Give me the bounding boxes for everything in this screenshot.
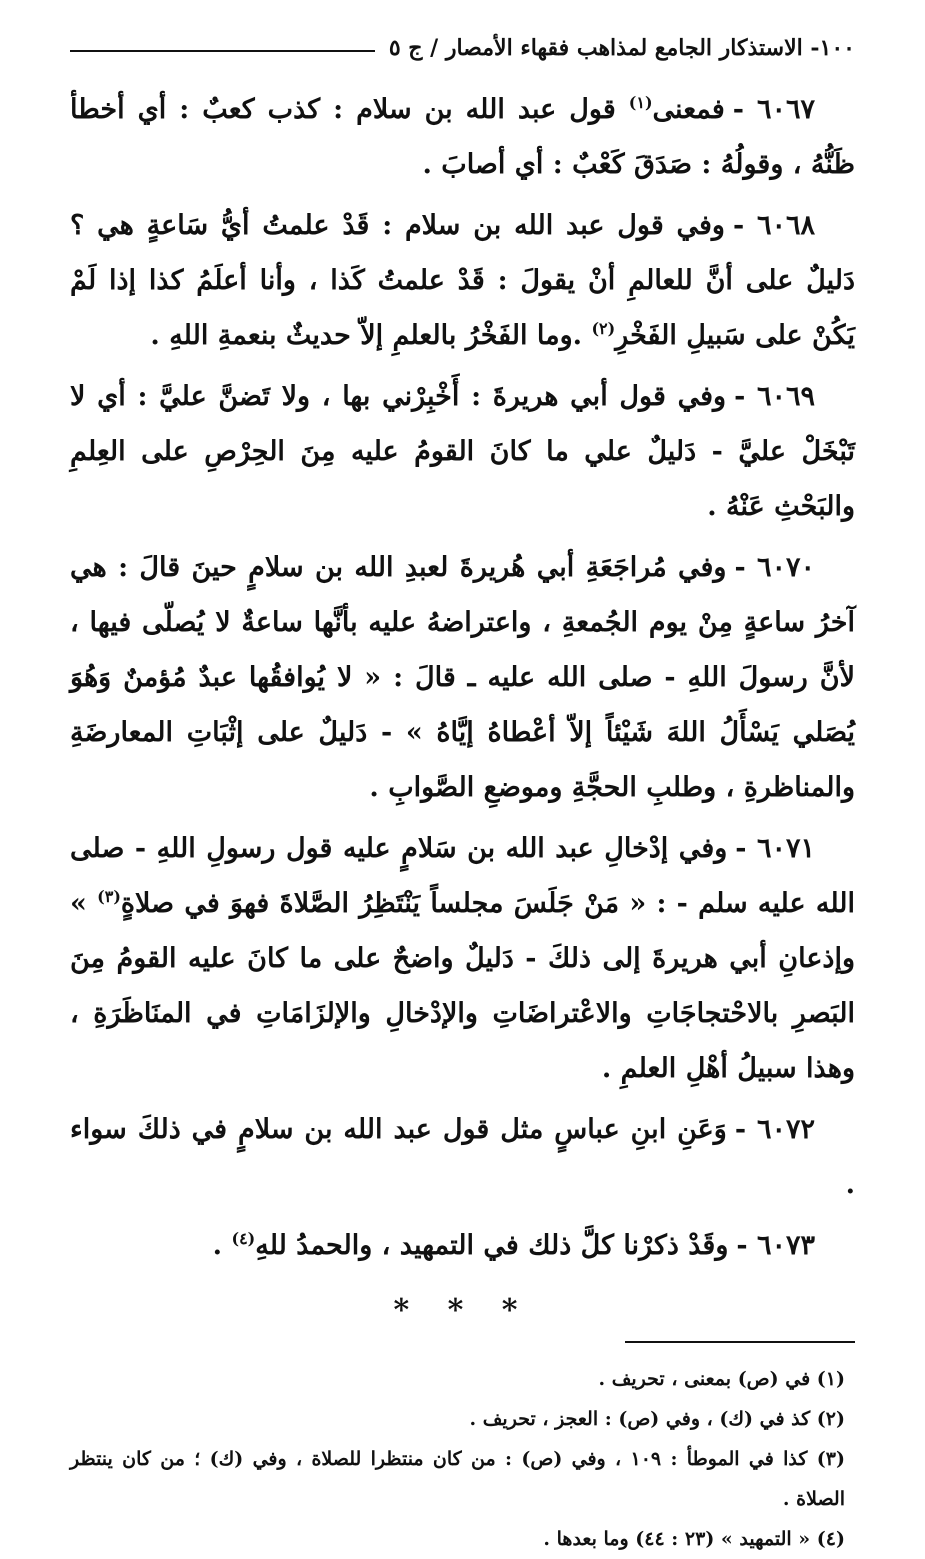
header-rule bbox=[70, 50, 375, 52]
footnote-ref-1: (١) bbox=[628, 93, 653, 112]
footnote-ref-3: (٣) bbox=[97, 887, 121, 906]
paragraph-number: ٦٠٦٨ - bbox=[732, 210, 816, 241]
footnote-4: (٤) « التمهيد » (٢٣ : ٤٤) وما بعدها . bbox=[543, 1528, 845, 1550]
body-text bbox=[70, 82, 855, 1273]
page bbox=[70, 28, 855, 1550]
paragraph-number: ٦٠٦٩ - bbox=[734, 381, 816, 412]
paragraph-6073 bbox=[70, 1218, 855, 1273]
paragraph-text: وفي قول عبد الله بن سلام : قَدْ علمتُ أيُّ سَاعةٍ هي ؟ دَليلٌ على أنَّ للعالمِ أنْ يقولَ : قَدْ علمتُ كَذا ، وأنا أعلَمُ كذا إذا لَمْ يَكُنْ على سَبيلِ الفَخْرِ bbox=[70, 210, 855, 351]
paragraph-text: وَعَنِ ابنِ عباسٍ مثل قول عبد الله بن سلامٍ في ذلكَ سواء . bbox=[70, 1114, 855, 1200]
running-header bbox=[70, 28, 855, 68]
paragraph-text-cont: . bbox=[212, 1230, 232, 1261]
paragraph-6072 bbox=[70, 1102, 855, 1212]
paragraph-text-cont: » وإذعانِ أبي هريرةَ إلى ذلكَ - دَليلٌ واضحٌ على ما كانَ عليه القومُ مِنَ البَصرِ بالاحْتجاجَاتِ والاعْتراضَاتِ والإدْخالِ والإلزَامَاتِ في المنَاظَرَةِ ، وهذا سبيلُ أهْلِ العلمِ . bbox=[70, 888, 855, 1084]
header-title: ١٠٠- الاستذكار الجامع لمذاهب فقهاء الأمصار / ج ٥ bbox=[388, 35, 855, 61]
paragraph-text: وفي مُراجَعَةِ أبي هُريرةَ لعبدِ الله بن سلامٍ حينَ قالَ : هي آخرُ ساعةٍ مِنْ يوم الجُمعةِ ، واعتراضهُ عليه بأنَّها ساعةٌ لا يُصلّى فيها ، لأنَّ رسولَ اللهِ - صلى الله عليه ـ قالَ : « لا يُوافقُها عبدٌ مُؤمنٌ وَهُوَ يُصَلي يَسْأَلُ اللهَ شَيْئاً إلاّ أعْطاهُ إيَّاهُ » - دَليلٌ على إثْبَاتِ المعارضَةِ والمناظرةِ ، وطلبِ الحجَّةِ وموضعِ الصَّوابِ . bbox=[70, 552, 855, 803]
footnote-ref-2: (٢) bbox=[591, 319, 616, 338]
paragraph-text-cont: .وما الفَخْرُ بالعلمِ إلاّ حديثٌ بنعمةِ اللهِ . bbox=[150, 320, 592, 351]
paragraph-text: وفي قول أبي هريرةَ : أَخْبِرْني بها ، ولا تَضنَّ عليَّ : أي لا تَبْخَلْ عليَّ - دَليلٌ علي ما كانَ القومُ عليه مِنَ الحِرْصِ على العِلمِ والبَحْثِ عَنْهُ . bbox=[70, 381, 855, 522]
paragraph-number: ٦٠٧٢ - bbox=[734, 1114, 816, 1145]
paragraph-6068 bbox=[70, 198, 855, 363]
paragraph-number: ٦٠٦٧ - bbox=[732, 94, 815, 125]
paragraph-6067 bbox=[70, 82, 855, 192]
paragraph-6070 bbox=[70, 540, 855, 815]
footnote-rule bbox=[625, 1341, 855, 1343]
paragraph-number: ٦٠٧١ - bbox=[735, 833, 815, 864]
footnote-ref-4: (٤) bbox=[231, 1229, 256, 1248]
section-separator: * * * bbox=[393, 1293, 532, 1328]
paragraph-text: فمعنى bbox=[652, 94, 725, 125]
paragraph-6069 bbox=[70, 369, 855, 534]
paragraph-text: وفي إدْخالِ عبد الله بن سَلامٍ عليه قول رسولِ اللهِ - صلى الله عليه سلم - : « مَنْ جَلَسَ مجلساً يَنْتَظِرُ الصَّلاةَ فهوَ في صلاةٍ bbox=[70, 833, 855, 919]
footnote-3: (٣) كذا في الموطأ : ١٠٩ ، وفي (ص) : من كان منتظرا للصلاة ، وفي (ك) ؛ من كان ينتظر الصلاة . bbox=[70, 1448, 845, 1510]
footnote-1: (١) في (ص) بمعنى ، تحريف . bbox=[598, 1368, 845, 1390]
footnote-2: (٢) كذ في (ك) ، وفي (ص) : العجز ، تحريف . bbox=[469, 1408, 845, 1430]
footnotes bbox=[70, 1359, 855, 1559]
paragraph-number: ٦٠٧٠ - bbox=[734, 552, 816, 583]
paragraph-text: وقَدْ ذكرْنا كلَّ ذلك في التمهيد ، والحمدُ للهِ bbox=[255, 1230, 729, 1261]
paragraph-number: ٦٠٧٣ - bbox=[736, 1230, 815, 1261]
paragraph-6071 bbox=[70, 821, 855, 1096]
paragraph-text-cont: قول عبد الله بن سلام : كذب كعبٌ : أي أخطأ ظَنُّهُ ، وقولُهُ : صَدَقَ كَعْبٌ : أي أصابَ . bbox=[70, 94, 855, 180]
